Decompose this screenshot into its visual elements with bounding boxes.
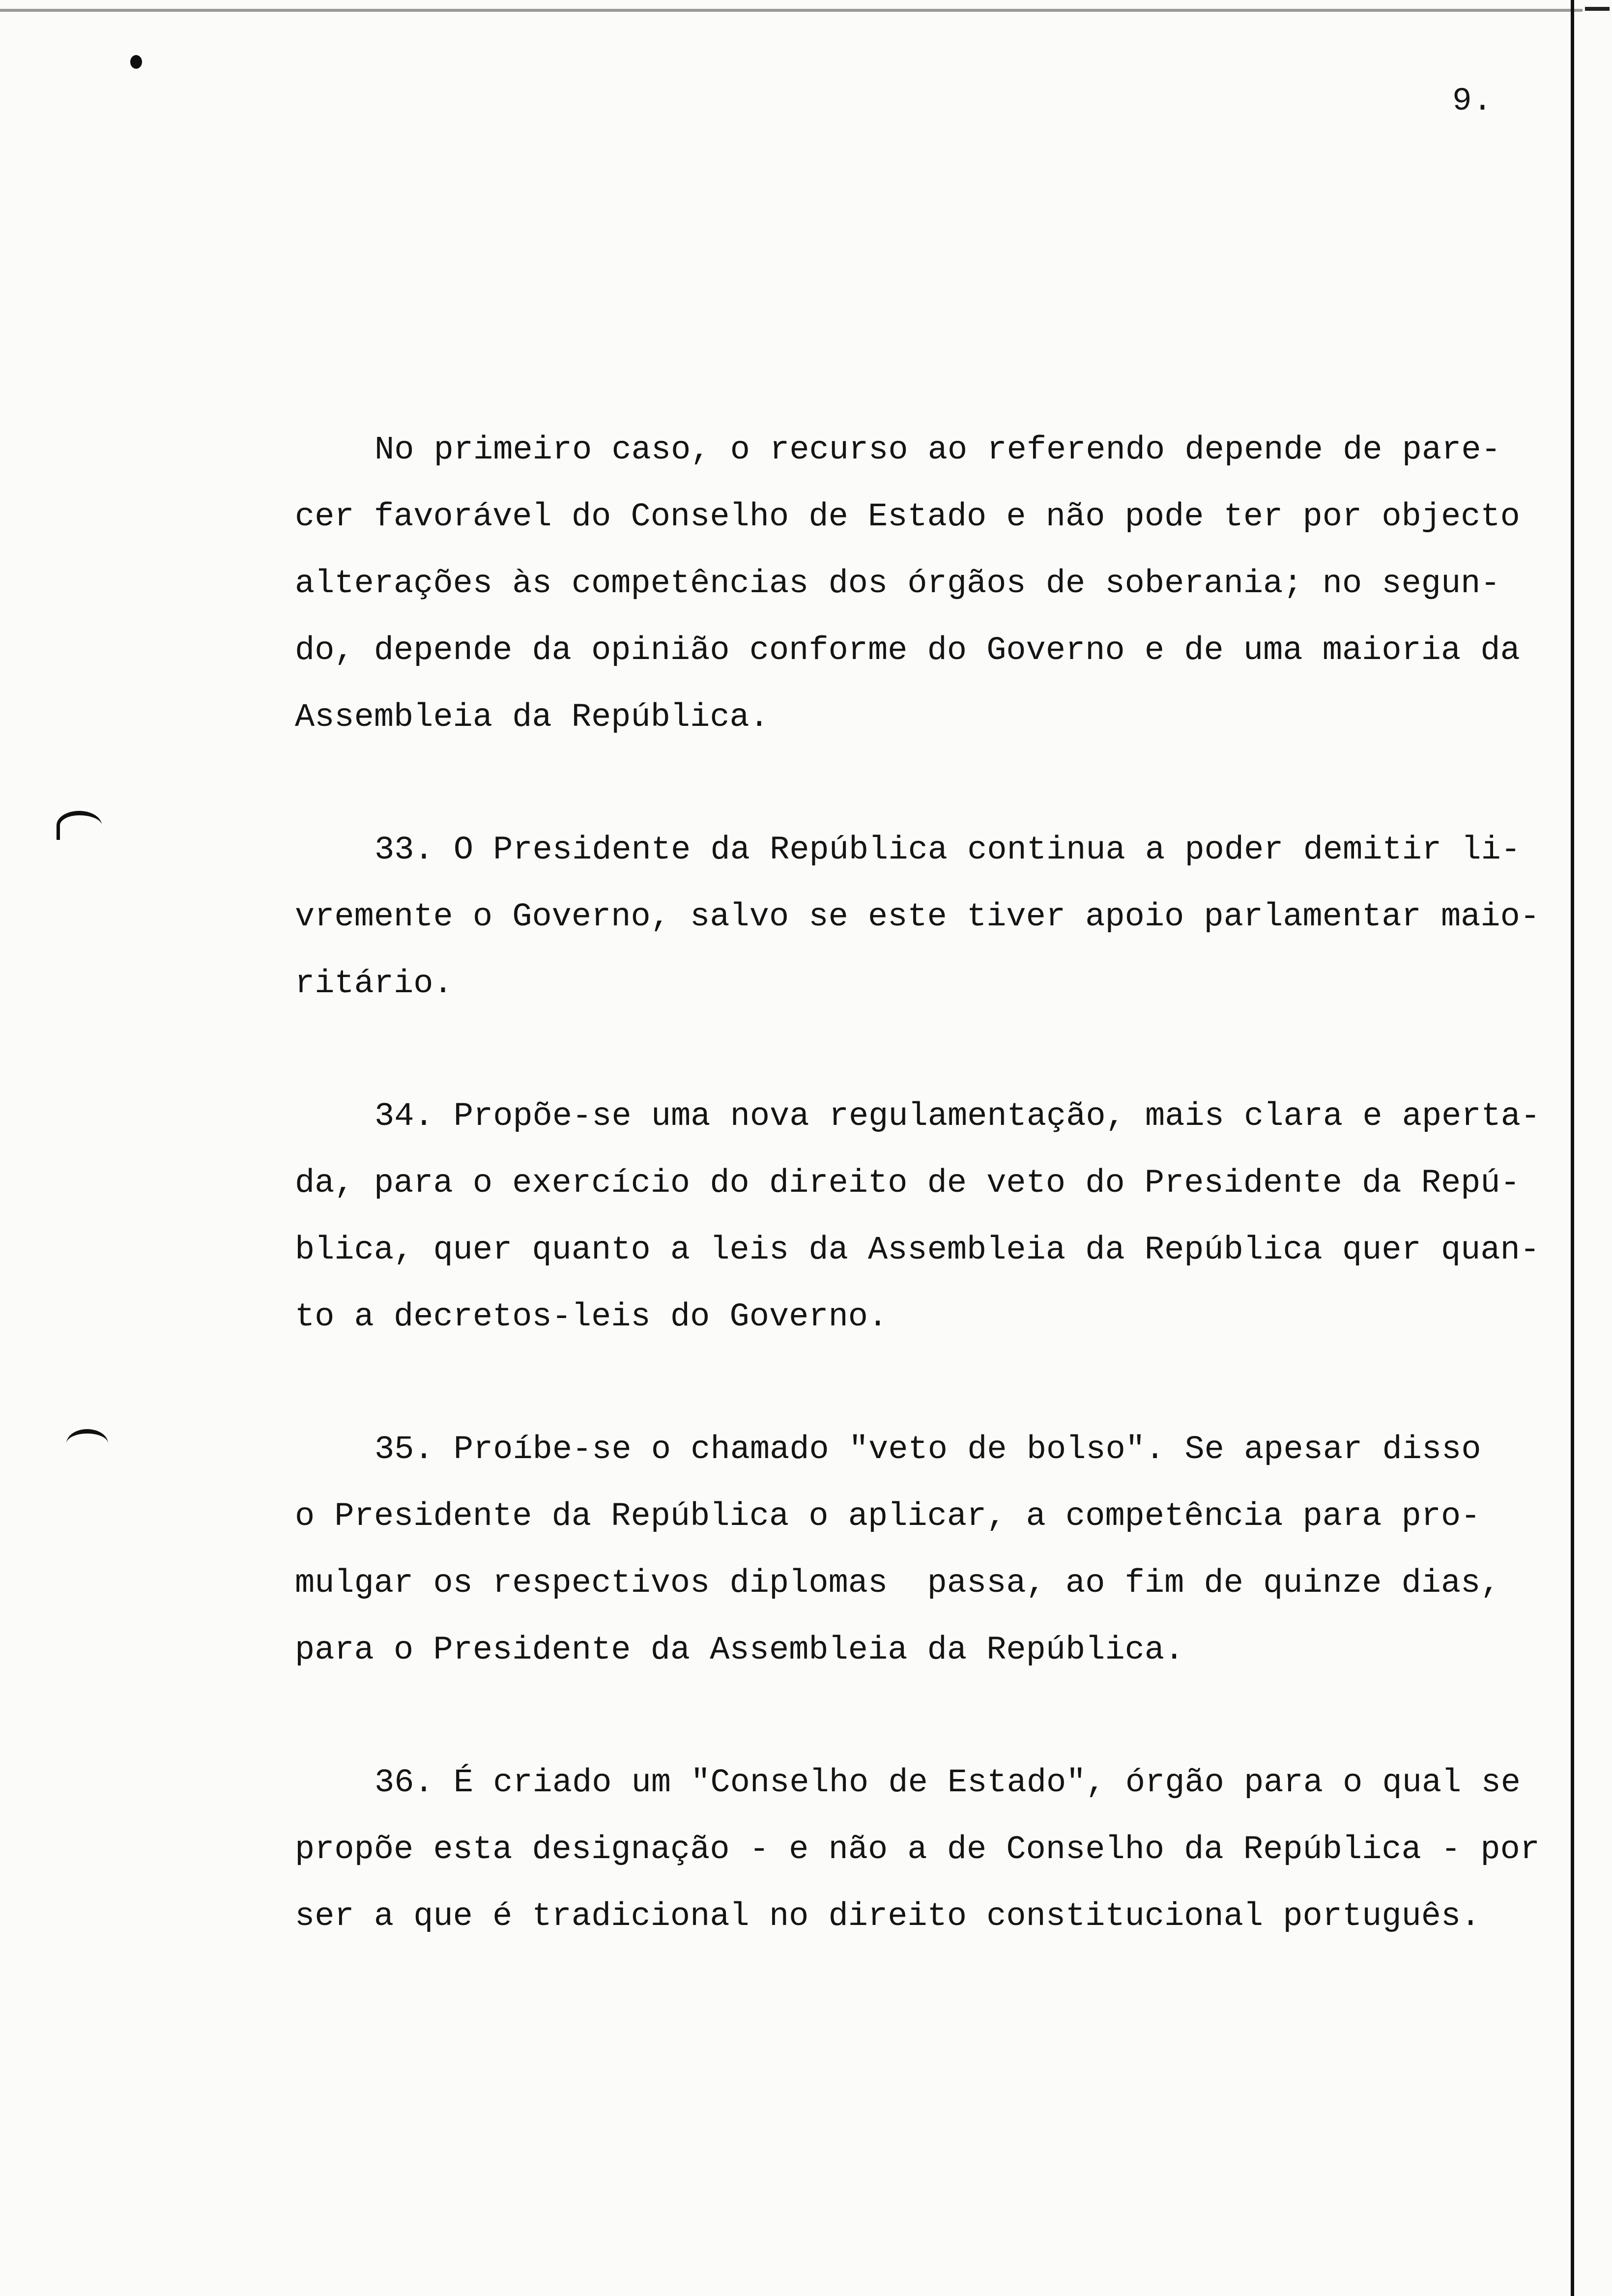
ink-speck bbox=[130, 55, 142, 69]
body-text bbox=[295, 417, 1553, 2016]
text-line: 35. Proíbe-se o chamado "veto de bolso". Se apesar disso bbox=[374, 1431, 1481, 1468]
text-line: para o Presidente da Assembleia da República. bbox=[295, 1632, 1184, 1669]
punch-hole-mark-lower bbox=[66, 1429, 108, 1458]
page-number: 9. bbox=[1452, 83, 1494, 119]
paragraph-34 bbox=[295, 1083, 1553, 1350]
text-line: 34. Propõe-se uma nova regulamentação, mais clara e aperta- bbox=[374, 1098, 1541, 1135]
punch-hole-mark-upper bbox=[57, 811, 102, 840]
text-line: ser a que é tradicional no direito constitucional português. bbox=[295, 1898, 1481, 1935]
scan-top-edge bbox=[0, 9, 1583, 12]
text-line: No primeiro caso, o recurso ao referendo depende de pare- bbox=[374, 431, 1501, 469]
text-line: 36. É criado um "Conselho de Estado", órgão para o qual se bbox=[374, 1764, 1521, 1802]
text-line: Assembleia da República. bbox=[295, 699, 769, 736]
text-line: blica, quer quanto a leis da Assembleia da República quer quan- bbox=[295, 1232, 1540, 1269]
text-line: cer favorável do Conselho de Estado e não pode ter por objecto bbox=[295, 498, 1520, 536]
text-line: 33. O Presidente da República continua a poder demitir li- bbox=[374, 832, 1521, 869]
paragraph-referendo bbox=[295, 417, 1553, 751]
text-line: propõe esta designação - e não a de Conselho da República - por bbox=[295, 1831, 1540, 1868]
text-line: ritário. bbox=[295, 965, 453, 1003]
text-line: alterações às competências dos órgãos de soberania; no segun- bbox=[295, 565, 1500, 603]
paragraph-36 bbox=[295, 1750, 1553, 1950]
text-line: vremente o Governo, salvo se este tiver apoio parlamentar maio- bbox=[295, 898, 1540, 936]
text-line: to a decretos-leis do Governo. bbox=[295, 1298, 888, 1336]
paragraph-33 bbox=[295, 817, 1553, 1017]
text-line: mulgar os respectivos diplomas passa, ao fim de quinze dias, bbox=[295, 1565, 1500, 1602]
text-line: o Presidente da República o aplicar, a competência para pro- bbox=[295, 1498, 1481, 1535]
paragraph-35 bbox=[295, 1416, 1553, 1684]
text-line: do, depende da opinião conforme do Governo e de uma maioria da bbox=[295, 632, 1520, 669]
scan-right-edge bbox=[1571, 0, 1574, 2296]
scan-corner-mark bbox=[1585, 7, 1610, 11]
text-line: da, para o exercício do direito de veto do Presidente da Repú- bbox=[295, 1165, 1520, 1202]
